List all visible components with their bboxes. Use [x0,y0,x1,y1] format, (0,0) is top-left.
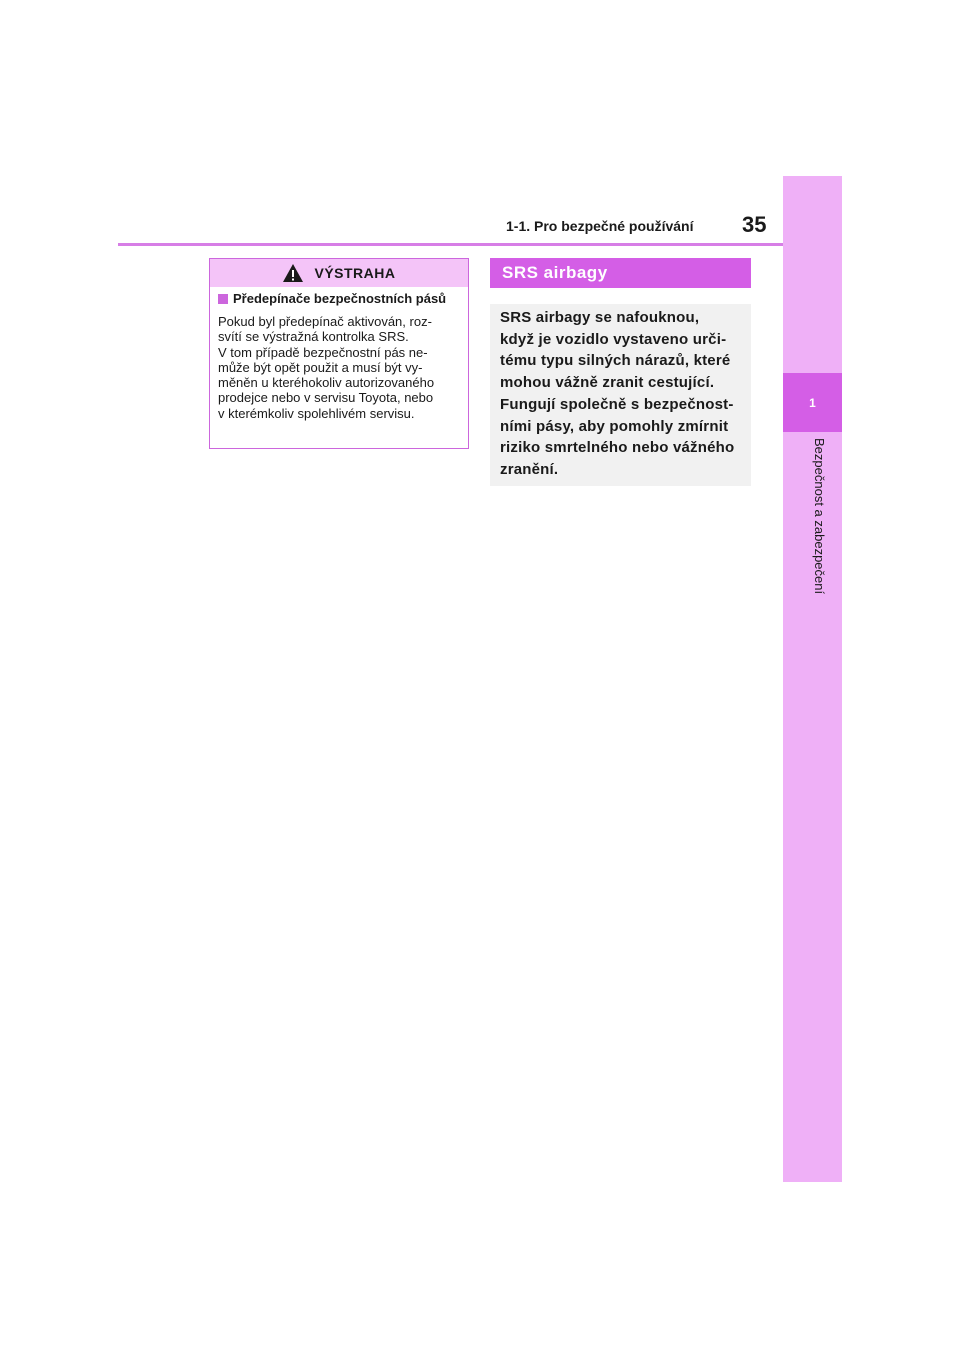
chapter-title: Bezpečnost a zabezpečení [812,438,827,595]
section-heading [490,258,751,288]
chapter-number: 1 [809,395,816,410]
chapter-number-marker [783,373,842,432]
intro-line: mohou vážně zranit cestující. [500,374,715,392]
section-heading-text: SRS airbagy [502,263,608,282]
intro-line: SRS airbagy se nafouknou, [500,309,700,326]
intro-line: Fungují společně s bezpečnost- [500,395,734,413]
warning-title: VÝSTRAHA [314,265,396,281]
intro-line: riziko smrtelného nebo vážného [500,439,735,457]
warning-line: V tom případě bezpečnostní pás ne- [218,344,428,360]
page-number: 35 [742,212,767,237]
warning-line: Pokud byl předepínač aktivován, roz- [218,314,432,329]
warning-subheading [218,292,460,306]
intro-line: tému typu silných nárazů, které [500,352,731,370]
section-title: 1-1. Pro bezpečné používání [506,218,694,234]
warning-text [218,314,460,421]
warning-line: v kterémkoliv spolehlivém servisu. [218,405,415,421]
header-divider [118,243,784,246]
section-intro-box [490,304,751,486]
square-bullet-icon [218,294,228,304]
intro-line: zranění. [500,460,559,478]
warning-triangle-icon [282,263,304,283]
warning-line: měněn u kteréhokoliv autorizovaného [218,375,435,391]
warning-line: svítí se výstražná kontrolka SRS. [218,329,409,345]
warning-line: prodejce nebo v servisu Toyota, nebo [218,390,434,406]
chapter-side-tab [783,176,842,1182]
warning-line: může být opět použit a musí být vy- [218,359,423,375]
warning-subheading-text: Předepínače bezpečnostních pásů [233,291,447,306]
warning-header [210,259,468,287]
warning-body [210,287,468,427]
warning-box [209,258,469,449]
intro-line: ními pásy, aby pomohly zmírnit [500,417,729,435]
intro-line: když je vozidlo vystaveno urči- [500,330,727,348]
section-intro-text [500,307,745,481]
